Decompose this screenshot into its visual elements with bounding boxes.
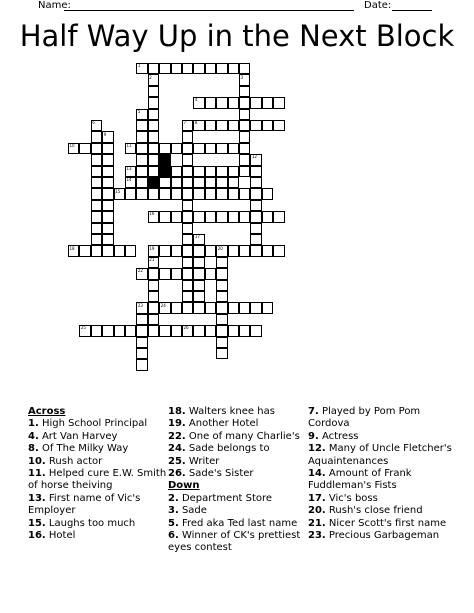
grid-cell[interactable] — [159, 188, 170, 199]
clue-number: 7 — [183, 120, 187, 126]
grid-cell[interactable] — [193, 245, 204, 256]
grid-cell[interactable] — [148, 109, 159, 120]
clue-number: 19 — [149, 245, 155, 251]
clue-number: 22 — [137, 268, 143, 274]
grid-cell[interactable] — [273, 245, 284, 256]
grid-cell[interactable] — [79, 143, 90, 154]
clue-number: 15 — [115, 188, 121, 194]
clue-down-20: 20. Rush's close friend — [308, 505, 423, 517]
clue-number: 21 — [149, 257, 155, 262]
grid-cell[interactable] — [216, 188, 227, 199]
clue-number: 6 — [92, 120, 95, 126]
grid-cell[interactable] — [102, 143, 113, 154]
grid-cell[interactable] — [182, 302, 193, 313]
grid-cell[interactable] — [136, 166, 147, 177]
grid-cell[interactable] — [239, 166, 250, 177]
grid-cell[interactable] — [216, 314, 227, 325]
grid-cell[interactable] — [182, 245, 193, 256]
clues-column-1 — [28, 406, 168, 542]
grid-cell[interactable] — [148, 291, 159, 302]
grid-cell[interactable] — [91, 234, 102, 245]
grid-cell[interactable] — [273, 120, 284, 131]
grid-cell[interactable] — [193, 143, 204, 154]
grid-cell[interactable] — [171, 268, 182, 279]
clue-number: 8 — [194, 120, 198, 126]
clue-number: 20 — [217, 245, 223, 251]
grid-cell[interactable] — [228, 97, 239, 108]
grid-cell[interactable] — [216, 280, 227, 291]
grid-cell[interactable] — [193, 291, 204, 302]
grid-cell[interactable] — [91, 177, 102, 188]
grid-cell[interactable] — [102, 177, 113, 188]
grid-cell[interactable] — [228, 188, 239, 199]
grid-cell[interactable] — [205, 302, 216, 313]
clue-number: 5 — [137, 108, 141, 114]
clue-number: 3 — [240, 74, 244, 80]
grid-cell[interactable] — [102, 154, 113, 165]
grid-cell[interactable] — [216, 302, 227, 313]
grid-cell[interactable] — [102, 211, 113, 222]
clues-column-2 — [168, 406, 308, 555]
clue-number: 4 — [194, 97, 198, 103]
grid-cell[interactable] — [125, 325, 136, 336]
grid-cell[interactable] — [239, 302, 250, 313]
clue-number: 9 — [103, 131, 107, 137]
grid-cell[interactable] — [171, 188, 182, 199]
grid-cell[interactable] — [250, 120, 261, 131]
grid-cell[interactable] — [182, 131, 193, 142]
grid-cell[interactable] — [216, 97, 227, 108]
clue-number: 14 — [126, 177, 132, 183]
grid-cell[interactable] — [216, 120, 227, 131]
grid-cell[interactable] — [148, 280, 159, 291]
grid-cell[interactable] — [102, 234, 113, 245]
grid-cell[interactable] — [79, 245, 90, 256]
grid-cell[interactable] — [239, 63, 250, 74]
grid-cell[interactable] — [250, 177, 261, 188]
grid-cell[interactable] — [228, 166, 239, 177]
name-label: Name: — [38, 0, 71, 11]
clue-down-3: 3. Sade — [168, 505, 207, 517]
grid-cell[interactable] — [182, 154, 193, 165]
clue-across-10: 10. Rush actor — [28, 455, 103, 467]
grid-cell[interactable] — [250, 302, 261, 313]
clue-across-18: 18. Walters knee has — [168, 406, 275, 417]
grid-cell[interactable] — [159, 211, 170, 222]
grid-cell[interactable] — [148, 166, 159, 177]
grid-cell[interactable] — [239, 109, 250, 120]
grid-cell[interactable] — [182, 143, 193, 154]
grid-cell[interactable] — [205, 120, 216, 131]
grid-cell[interactable] — [159, 63, 170, 74]
grid-cell[interactable] — [239, 97, 250, 108]
grid-cell[interactable] — [216, 63, 227, 74]
clue-down-7: 7. Played by Pom Pom Cordova — [308, 406, 421, 430]
grid-cell[interactable] — [91, 200, 102, 211]
grid-cell[interactable] — [182, 200, 193, 211]
grid-cell[interactable] — [262, 245, 273, 256]
grid-cell[interactable] — [216, 337, 227, 348]
grid-cell[interactable] — [250, 325, 261, 336]
grid-cell[interactable] — [250, 245, 261, 256]
grid-cell[interactable] — [136, 154, 147, 165]
grid-cell[interactable] — [125, 188, 136, 199]
clue-down-23: 23. Precious Garbageman — [308, 530, 440, 542]
grid-cell[interactable] — [114, 245, 125, 256]
grid-cell[interactable] — [250, 223, 261, 234]
grid-cell[interactable] — [102, 245, 113, 256]
grid-cell[interactable] — [250, 234, 261, 245]
grid-cell[interactable] — [216, 177, 227, 188]
grid-cell[interactable] — [205, 63, 216, 74]
grid-cell[interactable] — [239, 211, 250, 222]
grid-cell[interactable] — [148, 302, 159, 313]
clue-number: 25 — [80, 325, 86, 331]
grid-cell[interactable] — [148, 188, 159, 199]
clue-across-15: 15. Laughs too much — [28, 517, 136, 529]
grid-cell[interactable] — [91, 188, 102, 199]
grid-cell[interactable] — [193, 177, 204, 188]
clue-down-17: 17. Vic's boss — [308, 492, 378, 504]
clue-down-12: 12. Many of Uncle Fletcher's Aquaintenances — [308, 443, 452, 467]
grid-cell[interactable] — [91, 223, 102, 234]
grid-cell[interactable] — [136, 325, 147, 336]
grid-cell[interactable] — [171, 63, 182, 74]
grid-cell[interactable] — [273, 97, 284, 108]
clue-number: 1 — [137, 63, 141, 69]
grid-cell[interactable] — [102, 188, 113, 199]
clue-across-11: 11. Helped cure E.W. Smith of horse theiving — [28, 468, 167, 492]
grid-cell[interactable] — [228, 211, 239, 222]
grid-cell[interactable] — [171, 177, 182, 188]
clue-down-14: 14. Amount of Frank Fuddleman's Fists — [308, 468, 412, 492]
grid-cell[interactable] — [250, 97, 261, 108]
grid-cell[interactable] — [193, 257, 204, 268]
grid-cell[interactable] — [136, 348, 147, 359]
clue-number: 13 — [126, 165, 132, 171]
grid-cell[interactable] — [239, 325, 250, 336]
grid-cell[interactable] — [205, 166, 216, 177]
grid-cell[interactable] — [205, 211, 216, 222]
grid-cell[interactable] — [239, 143, 250, 154]
grid-cell[interactable] — [193, 63, 204, 74]
clue-number: 10 — [69, 143, 75, 148]
grid-cell[interactable] — [228, 143, 239, 154]
grid-cell[interactable] — [228, 302, 239, 313]
grid-cell[interactable] — [228, 63, 239, 74]
grid-cell[interactable] — [182, 234, 193, 245]
grid-cell[interactable] — [216, 325, 227, 336]
grid-cell[interactable] — [125, 245, 136, 256]
grid-cell[interactable] — [148, 325, 159, 336]
grid-cell[interactable] — [91, 154, 102, 165]
grid-cell[interactable] — [205, 143, 216, 154]
grid-cell[interactable] — [159, 268, 170, 279]
grid-cell[interactable] — [239, 120, 250, 131]
grid-cell[interactable] — [205, 97, 216, 108]
clues-column-3 — [308, 406, 458, 542]
grid-cell[interactable] — [262, 302, 273, 313]
grid-cell[interactable] — [193, 280, 204, 291]
grid-cell[interactable] — [148, 63, 159, 74]
clue-across-1: 1. High School Principal — [28, 418, 148, 430]
grid-cell[interactable] — [136, 120, 147, 131]
clue-across-19: 19. Another Hotel — [168, 418, 259, 430]
grid-cell[interactable] — [205, 177, 216, 188]
grid-cell[interactable] — [102, 200, 113, 211]
grid-cell[interactable] — [250, 211, 261, 222]
grid-cell[interactable] — [136, 131, 147, 142]
grid-cell[interactable] — [182, 268, 193, 279]
grid-cell[interactable] — [205, 245, 216, 256]
grid-cell[interactable] — [148, 314, 159, 325]
grid-cell[interactable] — [159, 177, 170, 188]
grid-cell[interactable] — [216, 348, 227, 359]
clue-number: 11 — [126, 143, 132, 148]
clue-number: 18 — [69, 245, 75, 251]
clue-across-25: 25. Writer — [168, 455, 220, 467]
black-cell — [159, 154, 170, 165]
grid-cell[interactable] — [228, 177, 239, 188]
grid-cell[interactable] — [91, 325, 102, 336]
grid-cell[interactable] — [91, 131, 102, 142]
grid-cell[interactable] — [159, 143, 170, 154]
grid-cell[interactable] — [262, 120, 273, 131]
grid-cell[interactable] — [136, 188, 147, 199]
clue-number: 24 — [160, 302, 166, 308]
black-cell — [159, 166, 170, 177]
grid-cell[interactable] — [182, 63, 193, 74]
clue-number: 16 — [149, 211, 155, 217]
grid-cell[interactable] — [193, 268, 204, 279]
clue-across-16: 16. Hotel — [28, 530, 76, 542]
grid-cell[interactable] — [171, 143, 182, 154]
grid-cell[interactable] — [182, 177, 193, 188]
grid-cell[interactable] — [216, 291, 227, 302]
grid-cell[interactable] — [273, 211, 284, 222]
grid-cell[interactable] — [148, 131, 159, 142]
grid-cell[interactable] — [239, 245, 250, 256]
grid-cell[interactable] — [228, 245, 239, 256]
grid-cell[interactable] — [91, 211, 102, 222]
grid-cell[interactable] — [182, 188, 193, 199]
grid-cell[interactable] — [148, 154, 159, 165]
clue-down-9: 9. Actress — [308, 430, 359, 442]
grid-cell[interactable] — [193, 188, 204, 199]
grid-cell[interactable] — [250, 166, 261, 177]
grid-cell[interactable] — [193, 302, 204, 313]
clue-across-13: 13. First name of Vic's Employer — [28, 492, 141, 517]
grid-cell[interactable] — [171, 325, 182, 336]
clue-number: 26 — [183, 325, 189, 331]
grid-cell[interactable] — [91, 166, 102, 177]
grid-cell[interactable] — [136, 314, 147, 325]
clue-number: 23 — [137, 302, 143, 308]
grid-cell[interactable] — [171, 211, 182, 222]
grid-cell[interactable] — [148, 143, 159, 154]
grid-cell[interactable] — [205, 268, 216, 279]
grid-cell[interactable] — [91, 245, 102, 256]
clue-across-8: 8. Of The Milky Way — [28, 443, 129, 455]
grid-cell[interactable] — [159, 325, 170, 336]
grid-cell[interactable] — [262, 97, 273, 108]
grid-cell[interactable] — [136, 337, 147, 348]
grid-cell[interactable] — [262, 188, 273, 199]
grid-cell[interactable] — [171, 245, 182, 256]
clue-across-4: 4. Art Van Harvey — [28, 430, 118, 442]
grid-cell[interactable] — [182, 280, 193, 291]
grid-cell[interactable] — [136, 359, 147, 370]
grid-cell[interactable] — [239, 154, 250, 165]
grid-cell[interactable] — [216, 257, 227, 268]
grid-cell[interactable] — [102, 325, 113, 336]
clue-across-26: 26. Sade's Sister — [168, 468, 254, 480]
clue-down-6: 6. Winner of CK's prettiest eyes contest — [168, 530, 301, 554]
grid-cell[interactable] — [114, 325, 125, 336]
grid-cell[interactable] — [148, 120, 159, 131]
grid-cell[interactable] — [216, 143, 227, 154]
across-heading: Across — [28, 406, 66, 417]
grid-cell[interactable] — [159, 245, 170, 256]
date-label: Date: — [364, 0, 392, 11]
grid-cell[interactable] — [250, 200, 261, 211]
grid-cell[interactable] — [182, 211, 193, 222]
grid-cell[interactable] — [239, 86, 250, 97]
grid-cell[interactable] — [193, 166, 204, 177]
grid-cell[interactable] — [205, 188, 216, 199]
grid-cell[interactable] — [102, 166, 113, 177]
grid-cell[interactable] — [216, 166, 227, 177]
grid-cell[interactable] — [193, 211, 204, 222]
grid-cell[interactable] — [228, 325, 239, 336]
grid-cell[interactable] — [239, 131, 250, 142]
clue-number: 2 — [149, 74, 152, 80]
down-heading: Down — [168, 480, 200, 492]
grid-cell[interactable] — [136, 177, 147, 188]
clue-down-2: 2. Department Store — [168, 492, 273, 504]
grid-cell[interactable] — [228, 120, 239, 131]
clue-across-22: 22. One of many Charlie's — [168, 430, 300, 442]
grid-cell[interactable] — [171, 302, 182, 313]
grid-cell[interactable] — [262, 211, 273, 222]
grid-cell[interactable] — [239, 188, 250, 199]
grid-cell[interactable] — [148, 268, 159, 279]
grid-cell[interactable] — [136, 143, 147, 154]
clue-down-21: 21. Nicer Scott's first name — [308, 517, 447, 529]
grid-cell[interactable] — [148, 86, 159, 97]
puzzle-title: Half Way Up in the Next Block — [19, 19, 455, 53]
clue-across-24: 24. Sade belongs to — [168, 443, 270, 455]
clue-down-5: 5. Fred aka Ted last name — [168, 517, 298, 529]
black-cell — [148, 177, 159, 188]
grid-cell[interactable] — [216, 268, 227, 279]
grid-cell[interactable] — [91, 143, 102, 154]
clue-number: 17 — [194, 234, 200, 240]
grid-cell[interactable] — [182, 166, 193, 177]
grid-cell[interactable] — [250, 188, 261, 199]
grid-cell[interactable] — [102, 223, 113, 234]
grid-cell[interactable] — [216, 211, 227, 222]
grid-cell[interactable] — [182, 291, 193, 302]
clue-number: 12 — [251, 154, 257, 160]
grid-cell[interactable] — [171, 166, 182, 177]
grid-cell[interactable] — [182, 223, 193, 234]
grid-cell[interactable] — [182, 257, 193, 268]
grid-cell[interactable] — [148, 97, 159, 108]
grid-cell[interactable] — [205, 325, 216, 336]
grid-cell[interactable] — [193, 325, 204, 336]
